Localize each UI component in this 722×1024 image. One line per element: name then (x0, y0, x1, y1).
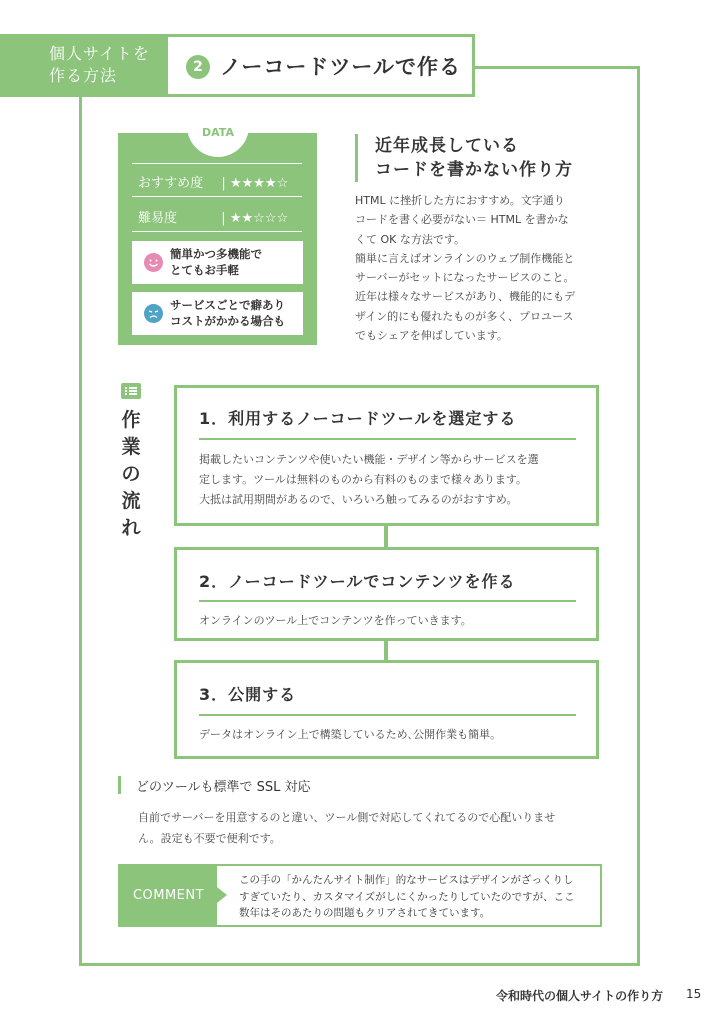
step-body (199, 450, 539, 510)
data-divider-middle (132, 196, 302, 197)
recommend-label: おすすめ度 (138, 176, 204, 191)
section-title: ノーコードツールで作る (220, 55, 461, 79)
comment-line: すぎていたり、カスタマイズがしにくかったりしていたのですが、ここ (239, 890, 575, 903)
difficulty-stars: ★★☆☆☆ (229, 211, 289, 226)
pro-line1: 簡単かつ多機能で (170, 247, 262, 261)
recommend-stars: ★★★★☆ (229, 176, 289, 191)
section-number-badge: 2 (186, 55, 210, 79)
intro-title-line1: 近年成長している (375, 136, 519, 156)
step-body-line: オンラインのツール上でコンテンツを作っていきます。 (199, 614, 472, 627)
intro-title (375, 134, 573, 182)
data-divider-bottom (132, 231, 302, 232)
ssl-body (138, 808, 555, 849)
con-note-text (170, 297, 285, 329)
comment-label: COMMENT (120, 866, 217, 925)
step-body-line: 大抵は試用期間があるので、いろいろ触ってみるのがおすすめ。 (199, 493, 518, 506)
section-title-box (165, 34, 475, 97)
step-connector (384, 526, 388, 547)
ssl-body-line1: 自前でサーバーを用意するのと違い、ツール側で対応してくれてるので心配いりませ (138, 811, 556, 824)
intro-body (355, 191, 605, 345)
flow-label: 作業の流れ (121, 409, 141, 539)
data-panel (118, 126, 317, 345)
step-underline (199, 438, 576, 440)
step-card-2 (174, 547, 599, 641)
step-title: 1．利用するノーコードツールを選定する (199, 409, 517, 428)
step-connector (384, 641, 388, 660)
intro-line: サーバーがセットになったサービスのこと。 (355, 271, 575, 285)
data-divider-top (132, 163, 302, 164)
difficulty-label: 難易度 (138, 211, 178, 226)
step-card-1 (174, 385, 599, 526)
step-underline (199, 600, 576, 602)
page-number: 15 (686, 987, 702, 1001)
step-body-line: 掲載したいコンテンツや使いたい機能・デザイン等からサービスを選 (199, 453, 539, 466)
intro-title-line2: コードを書かない作り方 (375, 160, 573, 180)
worried-face-icon (144, 304, 163, 323)
difficulty-divider: | (221, 211, 226, 226)
recommend-row (138, 172, 288, 191)
list-icon (121, 383, 141, 399)
intro-line: コードを書く必要がない＝ HTML を書かな (355, 213, 569, 227)
book-title: 令和時代の個人サイトの作り方 (496, 989, 664, 1003)
comment-line: 数年はそのあたりの問題もクリアされてきています。 (239, 907, 491, 919)
ssl-accent-bar (118, 776, 121, 794)
chapter-tag (0, 34, 165, 97)
comment-text (239, 872, 575, 922)
step-body-line: 定します。ツールは無料のものから有料のものまで様々あります。 (199, 473, 528, 486)
intro-line: 近年は様々なサービスがあり、機能的にもデ (355, 290, 575, 304)
step-body (199, 725, 501, 745)
con-note (132, 292, 303, 335)
intro-line: HTML に挫折した方におすすめ。文字通り (355, 194, 565, 207)
pro-line2: とてもお手軽 (170, 263, 239, 277)
intro-line: 簡単に言えばオンラインのウェブ制作機能と (355, 251, 575, 265)
intro-accent-bar (355, 134, 358, 182)
ssl-body-line2: ん。設定も不要で便利です。 (138, 831, 281, 845)
comment-line: この手の「かんたんサイト制作」的なサービスはデザインがざっくりし (239, 874, 574, 886)
chapter-tag-line2: 作る方法 (49, 66, 118, 85)
intro-line: でもシェアを伸ばしています。 (355, 329, 508, 343)
recommend-divider: | (221, 176, 226, 191)
ssl-title: どのツールも標準で SSL 対応 (136, 780, 311, 795)
smile-face-icon (144, 253, 163, 272)
chapter-tag-line1: 個人サイトを (49, 44, 150, 63)
step-underline (199, 714, 576, 716)
difficulty-row (138, 207, 288, 226)
step-body-line: データはオンライン上で構築しているため､公開作業も簡単。 (199, 728, 502, 741)
step-title: 2．ノーコードツールでコンテンツを作る (199, 572, 516, 591)
step-body (199, 611, 472, 631)
comment-box (118, 864, 602, 927)
con-line1: サービスごとで癖あり (170, 298, 285, 312)
pro-note (132, 241, 303, 284)
con-line2: コストがかかる場合も (170, 314, 285, 328)
step-card-3 (174, 660, 599, 759)
comment-arrow-icon (217, 887, 227, 903)
intro-line: くて OK な方法です。 (355, 232, 465, 246)
intro-line: ザイン的にも優れたものが多く、プロユース (355, 309, 574, 323)
step-title: 3．公開する (199, 685, 297, 704)
pro-note-text (170, 246, 262, 278)
data-tab-label: DATA (187, 121, 249, 157)
